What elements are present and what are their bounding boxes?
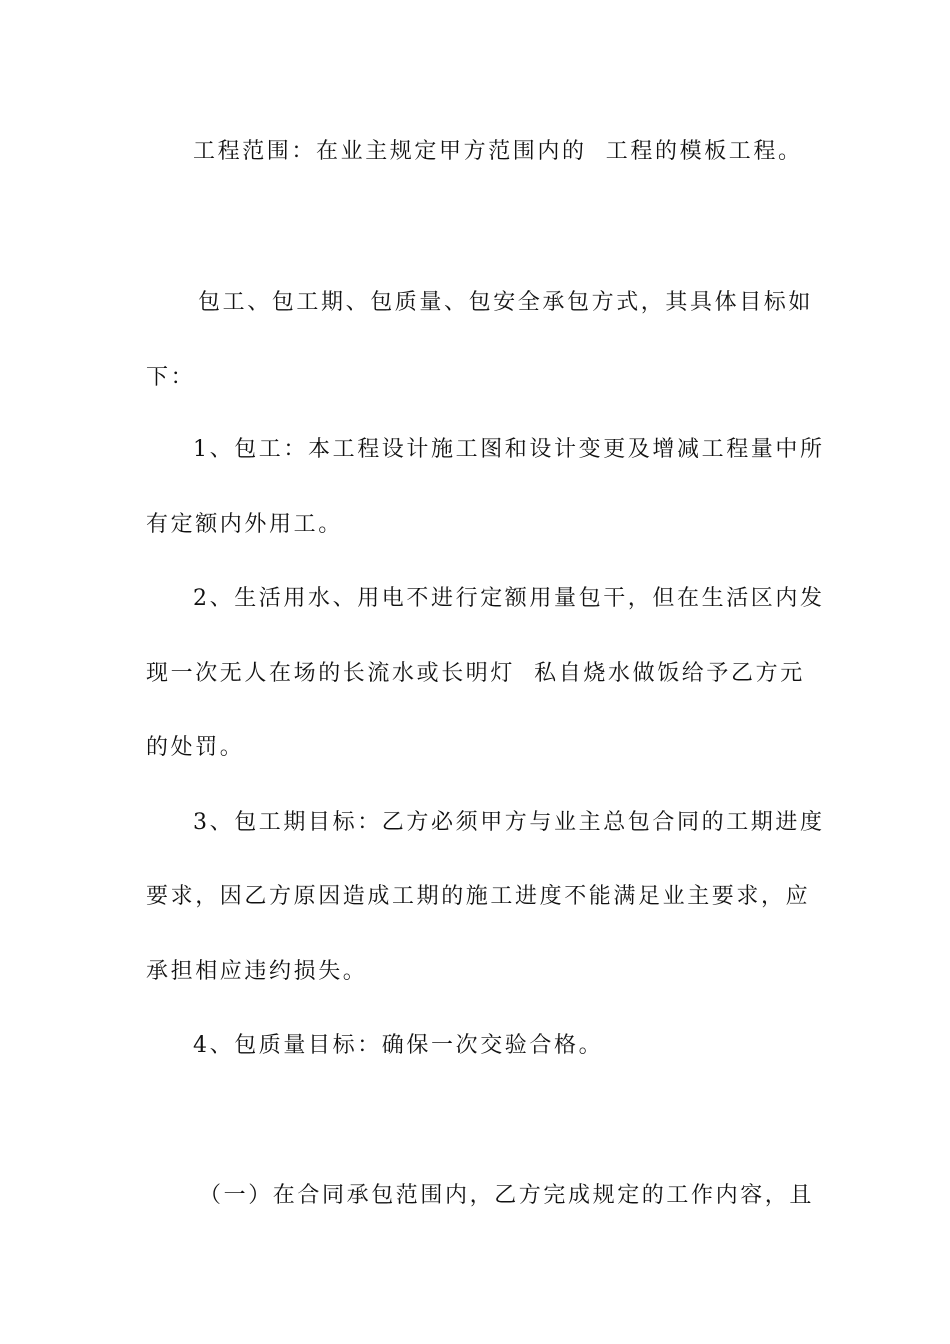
item-1-line-cont: 有定额内外用工。: [146, 512, 343, 537]
item-2-line: 2、生活用水、用电不进行定额用量包干，但在生活区内发: [193, 586, 825, 611]
contract-mode-line: 包工、包工期、包质量、包安全承包方式，其具体目标如: [198, 290, 814, 315]
section-one-line: （一）在合同承包范围内，乙方完成规定的工作内容，且: [199, 1183, 815, 1208]
item-3-line-cont: 要求，因乙方原因造成工期的施工进度不能满足业主要求，应: [146, 884, 811, 909]
contract-mode-line-cont: 下：: [146, 365, 196, 390]
scope-line: 工程范围：在业主规定甲方范围内的 工程的模板工程。: [193, 139, 803, 164]
item-1-line: 1、包工：本工程设计施工图和设计变更及增减工程量中所: [193, 437, 825, 462]
item-2-line-cont: 现一次无人在场的长流水或长明灯 私自烧水做饭给予乙方元: [146, 661, 805, 686]
item-3-line-end: 承担相应违约损失。: [146, 959, 368, 984]
item-2-line-end: 的处罚。: [146, 735, 245, 760]
item-3-line: 3、包工期目标：乙方必须甲方与业主总包合同的工期进度: [193, 810, 825, 835]
item-4-line: 4、包质量目标：确保一次交验合格。: [193, 1033, 604, 1058]
